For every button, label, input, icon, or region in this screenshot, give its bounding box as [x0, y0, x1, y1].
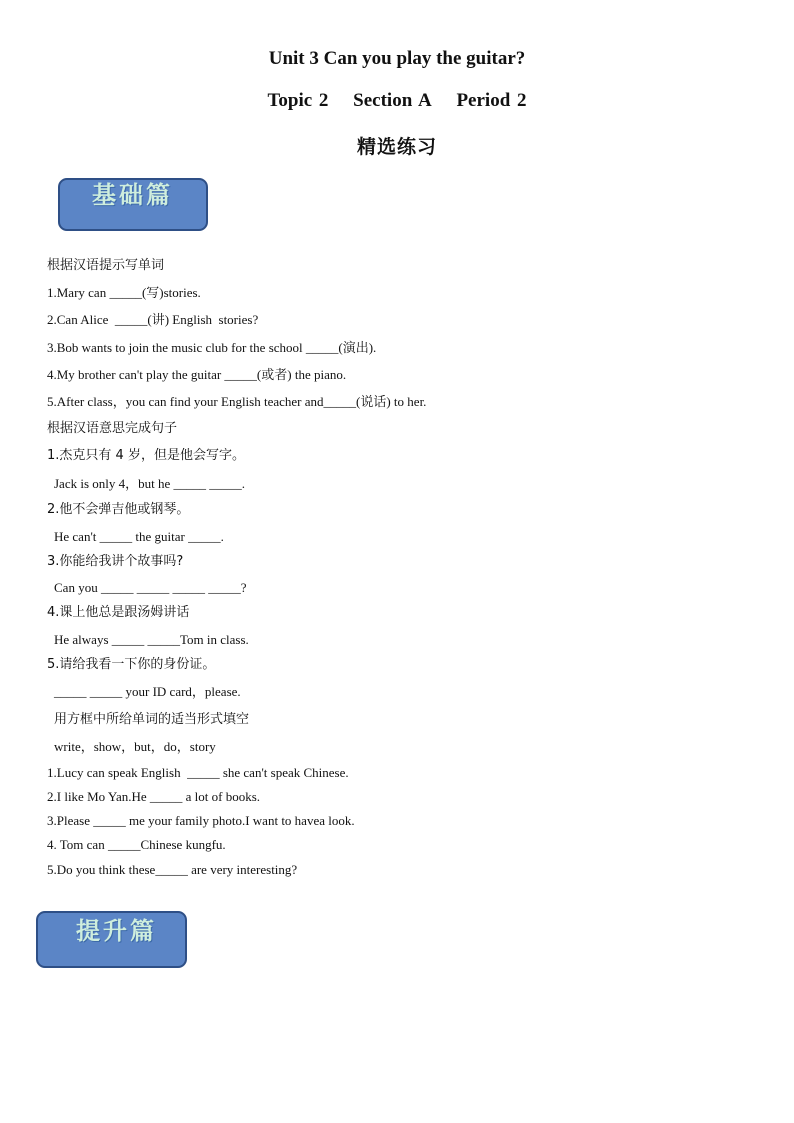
part3-item-1: 1.Lucy can speak English _____ she can't speak Chinese. [47, 765, 349, 780]
part2-item-4-en: He always _____ _____Tom in class. [54, 632, 249, 647]
part2-item-5-en: _____ _____ your ID card，please. [54, 684, 241, 699]
document-subheading [0, 90, 794, 112]
topic-label: Topic 2 [267, 90, 329, 111]
part3-item-3: 3.Please _____ me your family photo.I want to havea look. [47, 813, 355, 828]
basic-section-banner: 基础篇 [58, 178, 208, 231]
part2-item-4-cn: 4.课上他总是跟汤姆讲话 [47, 605, 190, 620]
part3-item-5: 5.Do you think these_____ are very interesting? [47, 862, 298, 877]
section-label: Section A [353, 90, 432, 111]
part3-word-box: write，show，but，do，story [54, 739, 216, 754]
part2-item-3-cn: 3.你能给我讲个故事吗? [47, 554, 184, 569]
part2-item-5-cn: 5.请给我看一下你的身份证。 [47, 657, 216, 672]
part1-item-1: 1.Mary can _____(写)stories. [47, 285, 201, 300]
part1-item-2: 2.Can Alice _____(讲) English stories? [47, 312, 259, 327]
part1-item-4: 4.My brother can't play the guitar _____(或者) the piano. [47, 367, 347, 382]
advanced-section-banner: 提升篇 [36, 911, 187, 968]
part3-instruction: 用方框中所给单词的适当形式填空 [54, 712, 250, 727]
part1-item-5: 5.After class，you can find your English teacher and_____(说话) to her. [47, 394, 427, 409]
part2-item-2-cn: 2.他不会弹吉他或钢琴。 [47, 502, 190, 517]
part2-item-1-en: Jack is only 4，but he _____ _____. [54, 476, 246, 491]
part1-instruction: 根据汉语提示写单词 [47, 258, 165, 273]
period-label: Period 2 [456, 90, 527, 111]
part2-item-2-en: He can't _____ the guitar _____. [54, 529, 224, 544]
part2-instruction: 根据汉语意思完成句子 [47, 421, 178, 436]
part3-item-4: 4. Tom can _____Chinese kungfu. [47, 837, 226, 852]
document-subtitle: 精选练习 [356, 136, 437, 158]
part3-item-2: 2.I like Mo Yan.He _____ a lot of books. [47, 789, 261, 804]
document-title: Unit 3 Can you play the guitar? [268, 48, 526, 69]
part2-item-1-cn: 1.杰克只有 4 岁，但是他会写字。 [47, 448, 245, 463]
part2-item-3-en: Can you _____ _____ _____ _____? [54, 580, 247, 595]
part1-item-3: 3.Bob wants to join the music club for the school _____(演出). [47, 340, 377, 355]
